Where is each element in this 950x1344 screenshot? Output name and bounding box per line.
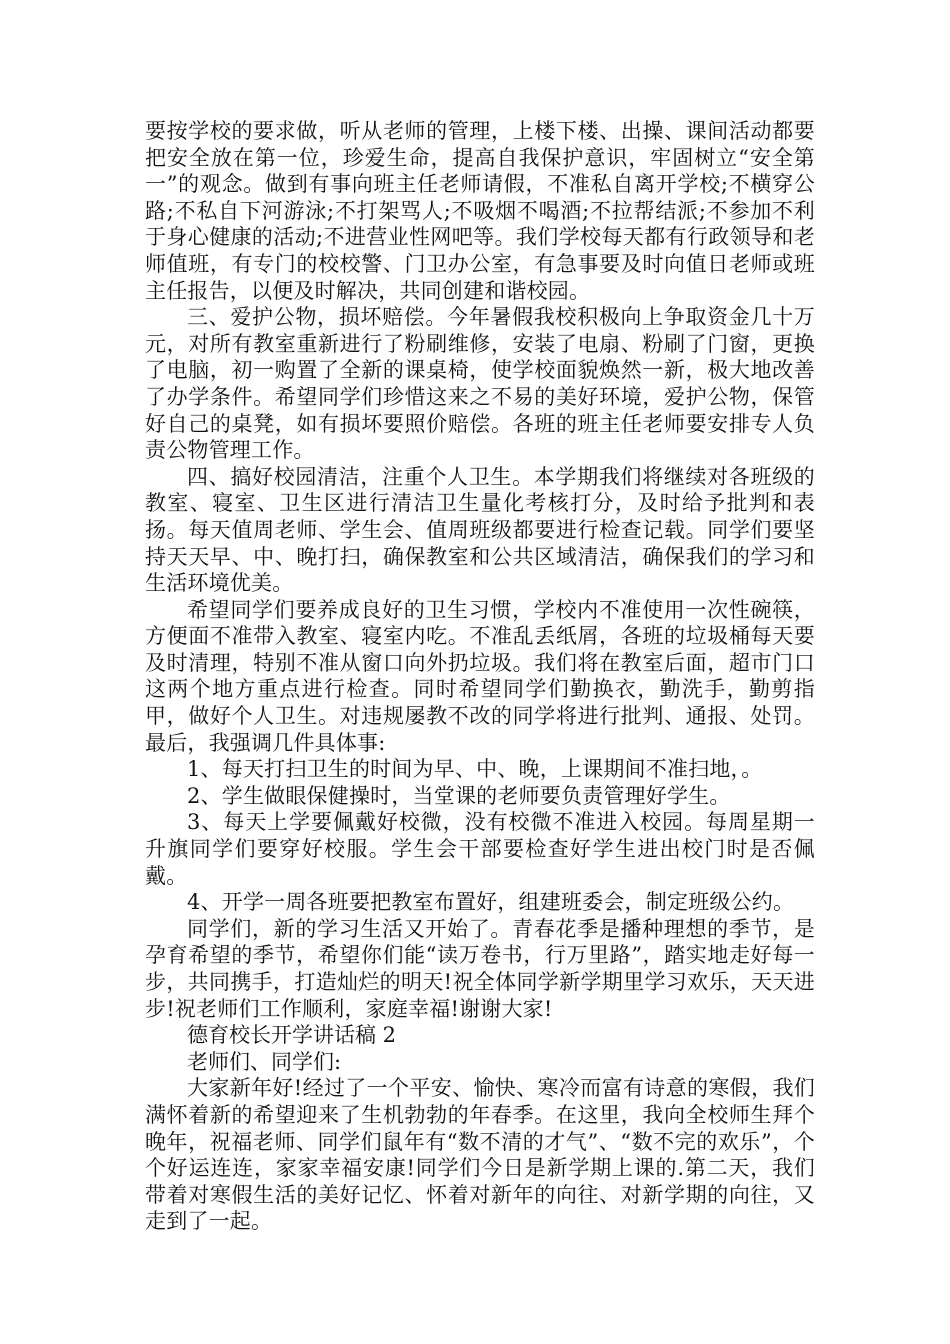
list-item-school-badge: 3、每天上学要佩戴好校微，没有校微不准进入校园。每周星期一升旗同学们要穿好校服。学生会干部要检查好学生进出校门时是否佩戴。 (145, 810, 815, 888)
paragraph-safety: 要按学校的要求做，听从老师的管理，上楼下楼、出操、课间活动都要把安全放在第一位，珍爱生命，提高自我保护意识，牢固树立“安全第一”的观念。做到有事向班主任老师请假，不准私自离开学校;不横穿公路;不私自下河游泳;不打架骂人;不吸烟不喝酒;不拉帮结派;不参加不利于身心健康的活动;不进营业性网吧等。我们学校每天都有行政领导和老师值班，有专门的校校警、门卫办公室，有急事要及时向值日老师或班主任报告，以便及时解决，共同创建和谐校园。 (145, 119, 815, 303)
paragraph-new-year: 大家新年好!经过了一个平安、愉快、寒冷而富有诗意的寒假，我们满怀着新的希望迎来了生机勃勃的年春季。在这里，我向全校师生拜个晚年，祝福老师、同学们鼠年有“数不清的才气”、“数不完的欢乐”，个个好运连连，家家幸福安康!同学们今日是新学期上课的.第二天，我们带着对寒假生活的美好记忆、怀着对新年的向往、对新学期的向往，又走到了一起。 (145, 1076, 815, 1234)
list-item-classroom-setup: 4、开学一周各班要把教室布置好，组建班委会，制定班级公约。 (187, 890, 795, 915)
document-page (145, 118, 815, 1235)
paragraph-public-property: 三、爱护公物，损坏赔偿。今年暑假我校积极向上争取资金几十万元，对所有教室重新进行了粉刷维修，安装了电扇、粉刷了门窗，更换了电脑，初一购置了全新的课桌椅，使学校面貌焕然一新，极大地改善了办学条件。希望同学们珍惜这来之不易的美好环境，爱护公物，保管好自己的桌凳，如有损坏要照价赔偿。各班的班主任老师要安排专人负责公物管理工作。 (145, 305, 815, 463)
paragraph-cleanliness: 四、搞好校园清洁，注重个人卫生。本学期我们将继续对各班级的教室、寝室、卫生区进行清洁卫生量化考核打分，及时给予批判和表扬。每天值周老师、学生会、值周班级都要进行检查记载。同学们要坚持天天早、中、晚打扫，确保教室和公共区域清洁，确保我们的学习和生活环境优美。 (145, 464, 815, 596)
list-item-eye-exercises: 2、学生做眼保健操时，当堂课的老师要负责管理好学生。 (187, 783, 731, 808)
greeting: 老师们、同学们: (187, 1049, 342, 1074)
list-item-cleaning-time: 1、每天打扫卫生的时间为早、中、晚，上课期间不准扫地，。 (187, 757, 763, 782)
section-title: 德育校长开学讲话稿 2 (187, 1023, 397, 1048)
paragraph-closing: 同学们，新的学习生活又开始了。青春花季是播种理想的季节，是孕育希望的季节，希望你们能“读万卷书，行万里路”，踏实地走好每一步，共同携手，打造灿烂的明天!祝全体同学新学期里学习欢乐，天天进步!祝老师们工作顺利，家庭幸福!谢谢大家! (145, 916, 815, 1021)
paragraph-hygiene-habits: 希望同学们要养成良好的卫生习惯，学校内不准使用一次性碗筷，方便面不准带入教室、寝室内吃。不准乱丢纸屑，各班的垃圾桶每天要及时清理，特别不准从窗口向外扔垃圾。我们将在教室后面，超市门口这两个地方重点进行检查。同时希望同学们勤换衣，勤洗手，勤剪指甲，做好个人卫生。对违规屡教不改的同学将进行批判、通报、处罚。最后，我强调几件具体事: (145, 597, 815, 755)
